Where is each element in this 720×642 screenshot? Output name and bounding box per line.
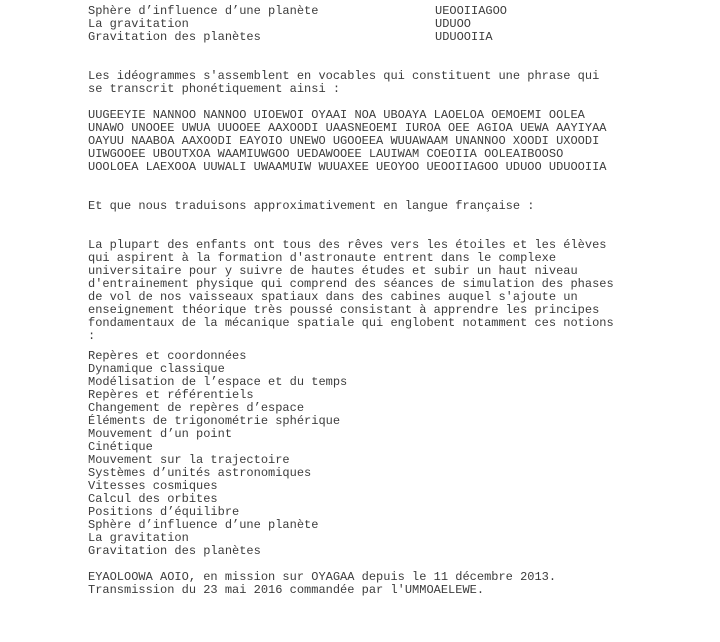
text-line: Repères et référentiels	[88, 388, 254, 402]
glossary-row	[88, 31, 700, 44]
text-line: qui aspirent à la formation d'astronaute entrent dans le complexe	[88, 251, 557, 265]
text-line: Mouvement d’un point	[88, 427, 233, 441]
text-line: UUGEEYIE NANNOO NANNOO UIOEWOI OYAAI NOA UBOAYA LAOELOA OEMOEMI OOLEA	[88, 108, 585, 122]
text-line: se transcrit phonétiquement ainsi :	[88, 82, 341, 96]
ideograms-intro-paragraph	[88, 70, 700, 96]
text-line: Calcul des orbites	[88, 492, 218, 506]
text-line: Vitesses cosmiques	[88, 479, 218, 493]
glossary-term: Sphère d’influence d’une planète	[88, 4, 319, 18]
text-line: universitaire pour y suivre de hautes études et subir un haut niveau	[88, 264, 578, 278]
footer-signature	[88, 571, 700, 597]
text-line: Éléments de trigonométrie sphérique	[88, 414, 341, 428]
translation-intro-line	[88, 200, 700, 213]
text-line: :	[88, 329, 96, 343]
text-line: fondamentaux de la mécanique spatiale qui englobent notamment ces notions	[88, 316, 614, 330]
glossary-term: Gravitation des planètes	[88, 30, 261, 44]
text-line: OAYUU NAABOA AAXOODI EAYOIO UNEWO UGOOEEA WUUAWAAM UNANNOO XOODI UXOODI	[88, 134, 600, 148]
text-line: La gravitation	[88, 531, 189, 545]
text-line: Gravitation des planètes	[88, 544, 261, 558]
text-line: UNAWO UNOOEE UWUA UUOOEE AAXOODI UAASNEOEMI IUROA OEE AGIOA UEWA AAYIYAA	[88, 121, 607, 135]
text-line: Repères et coordonnées	[88, 349, 247, 363]
phonetic-transcription-block	[88, 109, 700, 174]
text-line: de vol de nos vaisseaux spatiaux dans des cabines auquel s'ajoute un	[88, 290, 578, 304]
text-line: EYAOLOOWA AOIO, en mission sur OYAGAA depuis le 11 décembre 2013.	[88, 570, 557, 584]
glossary-term: La gravitation	[88, 17, 189, 31]
text-line: Positions d’équilibre	[88, 505, 240, 519]
glossary-table	[88, 5, 700, 44]
text-line: Mouvement sur la trajectoire	[88, 453, 290, 467]
french-translation-paragraph	[88, 239, 700, 343]
glossary-code: UDUOOIIA	[435, 30, 493, 44]
text-line: d'entrainement physique qui comprend des séances de simulation des phases	[88, 277, 614, 291]
text-line: Dynamique classique	[88, 362, 225, 376]
text-line: UOOLOEA LAEXOOA UUWALI UWAAMUIW WUUAXEE UEOYOO UEOOIIAGOO UDUOO UDUOOIIA	[88, 160, 607, 174]
text-line: Changement de repères d’espace	[88, 401, 305, 415]
text-line: Et que nous traduisons approximativement en langue française :	[88, 199, 535, 213]
text-line: Transmission du 23 mai 2016 commandée par l'UMMOAELEWE.	[88, 583, 485, 597]
text-line: Systèmes d’unités astronomiques	[88, 466, 312, 480]
glossary-code: UDUOO	[435, 17, 472, 31]
text-line: La plupart des enfants ont tous des rêves vers les étoiles et les élèves	[88, 238, 607, 252]
text-line: Cinétique	[88, 440, 153, 454]
text-line: Sphère d’influence d’une planète	[88, 518, 319, 532]
text-line: Les idéogrammes s'assemblent en vocables qui constituent une phrase qui	[88, 69, 600, 83]
notions-list	[88, 350, 700, 558]
text-line: Modélisation de l’espace et du temps	[88, 375, 348, 389]
glossary-code: UEOOIIAGOO	[435, 4, 508, 18]
text-line: UIWGOOEE UBOUTXOA WAAMIUWGOO UEDAWOOEE LAUIWAM COEOIIA OOLEAIBOOSO	[88, 147, 564, 161]
text-line: enseignement théorique très poussé consistant à apprendre les principes	[88, 303, 600, 317]
